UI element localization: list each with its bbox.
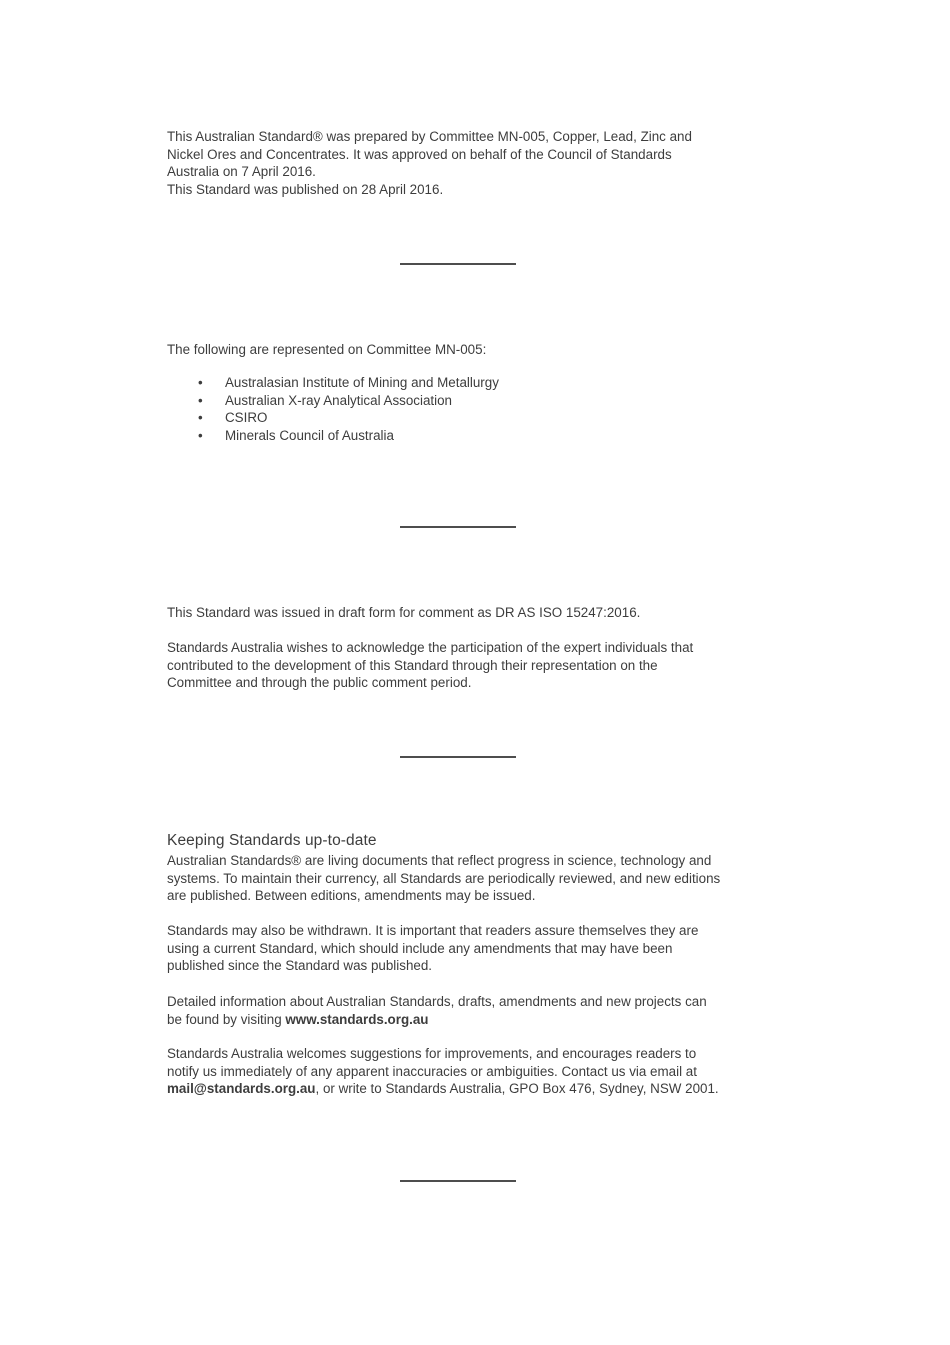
text-segment: be found by visiting — [167, 1011, 286, 1027]
text-line: published since the Standard was published. — [167, 958, 433, 973]
bullet-icon: • — [198, 392, 203, 408]
committee-member-label: CSIRO — [225, 410, 268, 425]
text-line: contributed to the development of this Standard through their representation on the — [167, 657, 658, 673]
text-line: notify us immediately of any apparent inaccuracies or ambiguities. Contact us via email at — [167, 1063, 697, 1079]
text-line: Committee and through the public comment period. — [167, 675, 472, 690]
draft-issue-note: This Standard was issued in draft form for comment as DR AS ISO 15247:2016. — [167, 605, 641, 620]
committee-intro: The following are represented on Committee MN-005: — [167, 342, 487, 357]
text-line: Standards Australia welcomes suggestions for improvements, and encourages readers to — [167, 1046, 697, 1061]
preparation-note — [167, 128, 755, 198]
detailed-info-paragraph — [167, 993, 755, 1028]
text-line: systems. To maintain their currency, all Standards are periodically reviewed, and new editions — [167, 870, 721, 886]
text-line: This Standard was published on 28 April 2016. — [167, 181, 444, 197]
list-item — [167, 374, 755, 392]
living-documents-paragraph — [167, 852, 755, 905]
text-line: This Australian Standard® was prepared by Committee MN-005, Copper, Lead, Zinc and — [167, 129, 692, 144]
list-item — [167, 427, 755, 445]
acknowledgement-paragraph — [167, 639, 755, 692]
section-divider — [400, 263, 516, 265]
text-line — [167, 1080, 755, 1098]
text-line: Australia on 7 April 2016. — [167, 164, 316, 179]
text-line — [167, 1011, 755, 1029]
committee-list — [167, 374, 755, 444]
text-segment: , or write to Standards Australia, GPO Box 476, Sydney, NSW 2001. — [315, 1081, 719, 1096]
committee-member-label: Australasian Institute of Mining and Metallurgy — [225, 375, 499, 390]
text-line: are published. Between editions, amendments may be issued. — [167, 888, 536, 903]
text-line: Detailed information about Australian Standards, drafts, amendments and new projects can — [167, 994, 707, 1009]
section-divider — [400, 756, 516, 758]
bullet-icon: • — [198, 375, 203, 390]
text-line: Australian Standards® are living documents that reflect progress in science, technology and — [167, 853, 712, 868]
website-link: www.standards.org.au — [285, 1011, 429, 1027]
list-item — [167, 409, 755, 427]
bullet-icon: • — [198, 427, 203, 443]
section-divider — [400, 526, 516, 528]
text-line: Standards Australia wishes to acknowledge the participation of the expert individuals that — [167, 640, 694, 655]
bullet-icon: • — [198, 410, 203, 425]
withdrawn-paragraph — [167, 922, 755, 975]
committee-member-label: Australian X-ray Analytical Association — [225, 392, 453, 408]
text-line: Standards may also be withdrawn. It is important that readers assure themselves they are — [167, 923, 699, 938]
section-divider — [400, 1180, 516, 1182]
email-link: mail@standards.org.au — [167, 1081, 316, 1096]
committee-member-label: Minerals Council of Australia — [225, 427, 394, 443]
text-line: using a current Standard, which should include any amendments that may have been — [167, 940, 673, 956]
text-line: Nickel Ores and Concentrates. It was approved on behalf of the Council of Standards — [167, 146, 672, 162]
keeping-standards-heading: Keeping Standards up-to-date — [167, 832, 377, 849]
list-item — [167, 392, 755, 410]
suggestions-paragraph — [167, 1045, 755, 1098]
